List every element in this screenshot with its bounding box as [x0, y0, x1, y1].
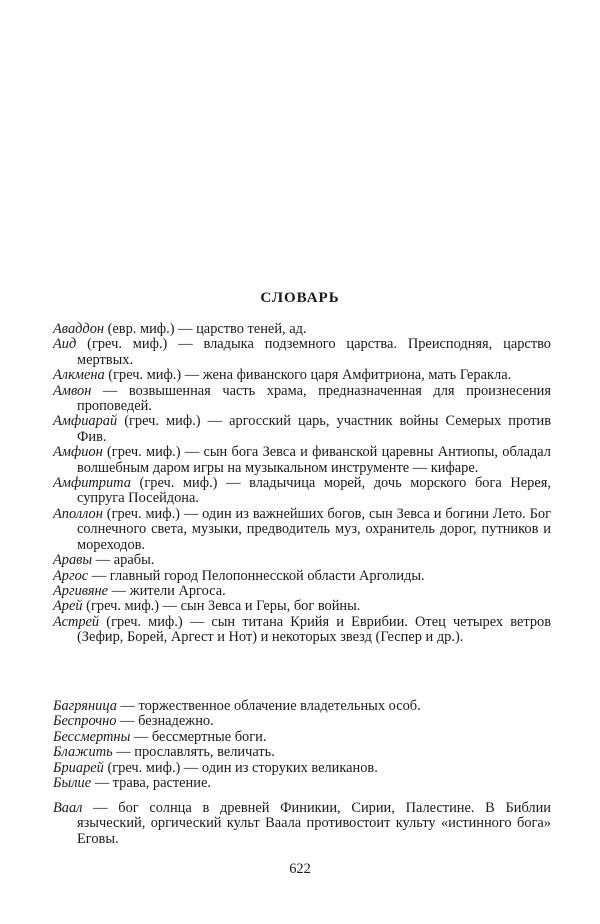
entry-term: Амфион [53, 444, 103, 461]
entry-definition: — арабы. [92, 552, 155, 569]
entry-term: Аргос [53, 567, 89, 584]
glossary-section-a [53, 322, 551, 646]
entry-definition: — возвышенная часть храма, предназначенная для произнесения проповедей. [77, 382, 551, 415]
entry-term: Блажить [53, 744, 113, 761]
entry-definition: (греч. миф.) — один из важнейших богов, сын Зевса и богини Лето. Бог солнечного света, музыки, предводитель муз, охранитель дорог, путников и мореходов. [77, 505, 551, 553]
glossary-entry [53, 776, 551, 791]
entry-definition: — торжественное облачение владетельных особ. [116, 698, 421, 714]
entry-definition: — жители Аргоса. [108, 582, 226, 599]
glossary-entry [53, 584, 551, 599]
entry-definition: (греч. миф.) — жена фиванского царя Амфитриона, мать Геракла. [104, 367, 512, 384]
glossary-entry [53, 384, 551, 415]
entry-term: Амфитрита [53, 475, 131, 492]
entry-definition: (греч. миф.) — сын титана Крийя и Еврибии. Отец четырех ветров (Зефир, Борей, Аргест и Нот) и некоторых звезд (Геспер и др.). [77, 613, 551, 646]
glossary-entry [53, 368, 551, 383]
entry-definition: (греч. миф.) — владычица морей, дочь морского бога Нерея, супруга Посейдона. [77, 475, 551, 507]
glossary-section-b [53, 699, 551, 791]
entry-term: Аравы [53, 552, 93, 569]
glossary-entry [53, 714, 551, 729]
glossary-entry [53, 730, 551, 745]
entry-definition: — бог солнца в древней Финикии, Сирии, Палестине. В Библии языческий, оргический культ Ваала противостоит культу «истинного бога» Еговы. [77, 800, 551, 847]
glossary-entry [53, 745, 551, 760]
glossary-entry [53, 569, 551, 584]
glossary-entry [53, 599, 551, 614]
entry-term: Амвон [53, 382, 92, 399]
page-number: 622 [289, 861, 311, 877]
page-title: СЛОВАРЬ [260, 290, 340, 306]
glossary-entry [53, 699, 551, 714]
glossary-entry [53, 322, 551, 337]
entry-term: Бессмертны [53, 728, 131, 745]
entry-definition: — трава, растение. [91, 775, 211, 792]
glossary-entry [53, 553, 551, 568]
entry-definition: — бессмертные боги. [130, 728, 267, 745]
entry-definition: (греч. миф.) — сын бога Зевса и фиванской царевны Антиопы, обладал волшебным даром игры на музыкальном инструменте — кифаре. [77, 444, 551, 476]
entry-term: Беспрочно [53, 713, 117, 730]
entry-term: Былие [53, 775, 92, 792]
entry-definition: — главный город Пелопоннесской области Арголиды. [88, 567, 425, 584]
entry-definition: (греч. миф.) — владыка подземного царства. Преисподняя, царство мертвых. [76, 336, 551, 368]
glossary-section-v [53, 801, 551, 847]
entry-term: Аид [53, 336, 77, 353]
glossary-entry [53, 445, 551, 476]
entry-term: Ваал [53, 800, 83, 816]
entry-definition: — прославлять, величать. [112, 744, 275, 761]
entry-definition: (евр. миф.) — царство теней, ад. [104, 321, 307, 337]
entry-term: Аваддон [53, 321, 105, 337]
entry-definition: (греч. миф.) — один из сторуких великанов. [103, 759, 378, 776]
glossary-entry [53, 615, 551, 646]
glossary-entry [53, 337, 551, 368]
entry-term: Бриарей [53, 759, 104, 776]
entry-term: Аргивяне [53, 582, 109, 599]
entry-definition: (греч. миф.) — сын Зевса и Геры, бог войны. [82, 598, 361, 615]
entry-definition: — безнадежно. [116, 713, 214, 730]
glossary-entry [53, 476, 551, 507]
entry-term: Арей [53, 598, 83, 615]
glossary-entry [53, 507, 551, 553]
entry-term: Багряница [53, 698, 117, 714]
glossary-entry [53, 414, 551, 445]
glossary-entry [53, 801, 551, 847]
glossary-entry [53, 761, 551, 776]
entry-term: Амфиарай [53, 413, 118, 430]
entry-term: Астрей [53, 613, 100, 630]
entry-term: Аполлон [53, 505, 103, 522]
entry-term: Алкмена [53, 367, 105, 384]
entry-definition: (греч. миф.) — аргосский царь, участник войны Семерых против Фив. [77, 413, 551, 445]
